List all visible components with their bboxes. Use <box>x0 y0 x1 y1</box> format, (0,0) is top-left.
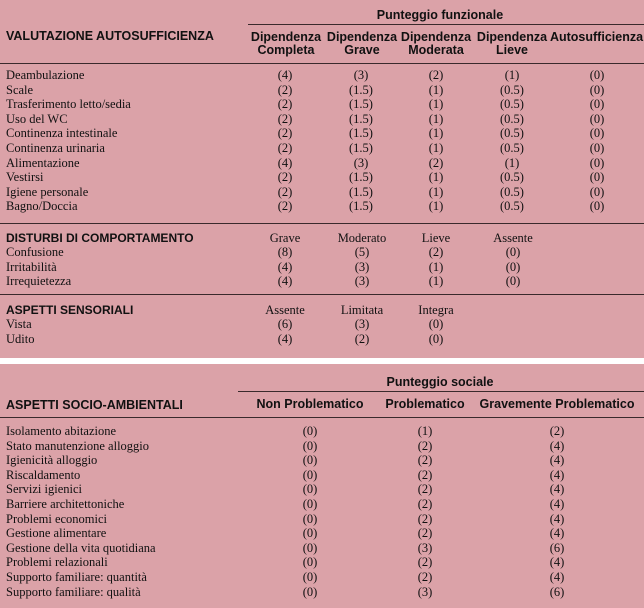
score-cell: (2) <box>277 97 293 112</box>
table-row <box>0 274 644 289</box>
row-label: Irritabilità <box>6 259 57 274</box>
column-header-line: Dipendenza <box>476 30 548 44</box>
score-cell: (0) <box>428 331 444 346</box>
score-cell: (1) <box>428 141 444 155</box>
table-row <box>0 482 644 497</box>
score-cell: (3) <box>354 259 370 274</box>
score-cell: (0) <box>302 511 318 526</box>
divider <box>0 294 644 295</box>
table-row <box>0 185 644 200</box>
score-cell: (0.5) <box>500 184 524 199</box>
row-label: Uso del WC <box>6 111 68 126</box>
score-cell: (0) <box>505 245 521 259</box>
table-row <box>0 439 644 454</box>
column-header-assente: Assente <box>265 303 305 317</box>
column-header-dipendenza-lieve <box>475 31 549 57</box>
column-header-moderato: Moderato <box>337 231 387 245</box>
table-row <box>0 97 644 112</box>
column-header-dipendenza-moderata <box>399 31 473 57</box>
row-label: Gestione alimentare <box>6 526 107 541</box>
score-cell: (6) <box>549 584 565 599</box>
table-row <box>0 141 644 156</box>
score-cell: (4) <box>549 555 565 570</box>
divider <box>248 24 644 25</box>
score-cell: (1) <box>417 424 433 438</box>
column-header-line: Dipendenza <box>250 30 322 44</box>
row-label: Supporto familiare: quantità <box>6 570 147 584</box>
score-cell: (0) <box>302 424 318 438</box>
score-cell: (3) <box>353 68 369 82</box>
score-cell: (1) <box>428 170 444 185</box>
column-header-dipendenza-completa <box>249 31 323 57</box>
score-cell: (1) <box>428 259 444 274</box>
row-label: Continenza intestinale <box>6 126 118 141</box>
score-cell: (0.5) <box>500 170 524 185</box>
divider <box>238 391 644 392</box>
table-row <box>0 555 644 570</box>
score-cell: (0) <box>302 526 318 541</box>
score-cell: (0) <box>302 570 318 584</box>
column-header-grave: Grave <box>269 231 301 245</box>
table-row <box>0 424 644 439</box>
score-cell: (0) <box>302 482 318 497</box>
table-row <box>0 541 644 556</box>
score-cell: (0) <box>589 155 605 170</box>
score-cell: (0.5) <box>500 82 524 97</box>
score-cell: (0) <box>589 97 605 112</box>
socio-environmental-section-title: ASPETTI SOCIO-AMBIENTALI <box>6 398 183 412</box>
row-label: Alimentazione <box>6 155 80 170</box>
score-cell: (8) <box>277 245 293 259</box>
score-cell: (4) <box>277 259 293 274</box>
row-label: Scale <box>6 82 34 97</box>
score-cell: (2) <box>277 141 293 155</box>
table-row <box>0 112 644 127</box>
score-cell: (2) <box>277 126 293 141</box>
table-row <box>0 570 644 585</box>
score-cell: (2) <box>417 497 433 511</box>
score-cell: (2) <box>277 170 293 185</box>
social-score-header: Punteggio sociale <box>386 375 494 389</box>
score-cell: (0) <box>302 467 318 482</box>
score-cell: (2) <box>417 570 433 584</box>
table-row <box>0 245 644 260</box>
autonomy-section-title: VALUTAZIONE AUTOSUFFICIENZA <box>6 29 214 43</box>
score-cell: (2) <box>417 438 433 453</box>
table-row <box>0 468 644 483</box>
score-cell: (1) <box>504 155 520 170</box>
table-row <box>0 260 644 275</box>
row-label: Udito <box>6 331 35 346</box>
column-header-line: Dipendenza <box>400 30 472 44</box>
table-row <box>0 126 644 141</box>
score-cell: (2) <box>417 467 433 482</box>
functional-score-header: Punteggio funzionale <box>376 8 504 22</box>
row-label: Supporto familiare: qualità <box>6 584 141 599</box>
row-label: Isolamento abitazione <box>6 424 117 438</box>
score-cell: (0) <box>589 170 605 185</box>
column-header-lieve: Lieve <box>421 231 451 245</box>
score-cell: (0.5) <box>500 111 524 126</box>
score-cell: (3) <box>417 584 433 599</box>
score-cell: (3) <box>353 155 369 170</box>
table-row <box>0 317 644 332</box>
row-label: Bagno/Doccia <box>6 199 78 214</box>
row-label: Vestirsi <box>6 170 44 185</box>
row-label: Confusione <box>6 245 64 259</box>
score-cell: (4) <box>549 482 565 497</box>
column-header-integra: Integra <box>418 303 454 317</box>
row-label: Irrequietezza <box>6 274 72 289</box>
table-row <box>0 68 644 83</box>
score-cell: (0) <box>302 555 318 570</box>
score-cell: (0.5) <box>500 199 524 214</box>
score-cell: (1.5) <box>349 141 373 155</box>
column-header-assente: Assente <box>493 231 533 245</box>
score-cell: (2) <box>417 482 433 497</box>
score-cell: (0) <box>589 141 605 155</box>
score-cell: (1) <box>428 111 444 126</box>
row-label: Riscaldamento <box>6 467 81 482</box>
score-cell: (6) <box>549 540 565 555</box>
row-label: Barriere architettoniche <box>6 497 125 511</box>
score-cell: (0) <box>589 199 605 214</box>
row-label: Gestione della vita quotidiana <box>6 540 156 555</box>
row-label: Igienicità alloggio <box>6 453 98 468</box>
score-cell: (1.5) <box>349 82 373 97</box>
social-assessment-panel <box>0 364 644 608</box>
score-cell: (1.5) <box>349 184 373 199</box>
score-cell: (0) <box>589 111 605 126</box>
score-cell: (2) <box>549 424 565 438</box>
column-header-line: Moderata <box>408 43 464 57</box>
divider <box>0 63 644 64</box>
row-label: Stato manutenzione alloggio <box>6 438 150 453</box>
score-cell: (0) <box>302 497 318 511</box>
score-cell: (4) <box>277 274 293 289</box>
row-label: Servizi igienici <box>6 482 83 497</box>
table-row <box>0 83 644 98</box>
score-cell: (6) <box>277 317 293 331</box>
table-row <box>0 497 644 512</box>
score-cell: (0) <box>428 317 444 331</box>
score-cell: (0) <box>505 274 521 289</box>
score-cell: (2) <box>417 555 433 570</box>
score-cell: (2) <box>428 155 444 170</box>
row-label: Problemi economici <box>6 511 108 526</box>
column-header-limitata: Limitata <box>340 303 384 317</box>
score-cell: (3) <box>417 540 433 555</box>
score-cell: (0) <box>505 259 521 274</box>
column-header-problematico: Problematico <box>385 397 465 411</box>
score-cell: (4) <box>277 155 293 170</box>
table-row <box>0 170 644 185</box>
score-cell: (1) <box>504 68 520 82</box>
score-cell: (2) <box>277 82 293 97</box>
score-cell: (2) <box>428 245 444 259</box>
score-cell: (5) <box>354 245 370 259</box>
score-cell: (1) <box>428 97 444 112</box>
table-row <box>0 332 644 347</box>
score-cell: (0) <box>589 184 605 199</box>
score-cell: (1.5) <box>349 111 373 126</box>
score-cell: (1) <box>428 184 444 199</box>
score-cell: (0.5) <box>500 141 524 155</box>
score-cell: (0) <box>589 82 605 97</box>
score-cell: (3) <box>354 317 370 331</box>
score-cell: (2) <box>417 453 433 468</box>
score-cell: (4) <box>549 453 565 468</box>
score-cell: (4) <box>549 526 565 541</box>
score-cell: (1) <box>428 274 444 289</box>
column-header-autosufficienza <box>549 31 644 44</box>
score-cell: (1.5) <box>349 199 373 214</box>
score-cell: (2) <box>417 526 433 541</box>
table-row <box>0 199 644 214</box>
row-label: Igiene personale <box>6 184 89 199</box>
score-cell: (2) <box>428 68 444 82</box>
score-cell: (0.5) <box>500 97 524 112</box>
score-cell: (1) <box>428 82 444 97</box>
column-header-non-problematico: Non Problematico <box>256 397 364 411</box>
column-header-line: Autosufficienza <box>549 30 644 44</box>
score-cell: (0) <box>302 540 318 555</box>
divider <box>0 417 644 418</box>
row-label: Vista <box>6 317 32 331</box>
score-cell: (0) <box>589 68 605 82</box>
column-header-line: Completa <box>257 43 315 57</box>
row-label: Problemi relazionali <box>6 555 108 570</box>
score-cell: (1.5) <box>349 170 373 185</box>
table-row <box>0 156 644 171</box>
score-cell: (0) <box>302 584 318 599</box>
column-header-dipendenza-grave <box>325 31 399 57</box>
score-cell: (1) <box>428 199 444 214</box>
score-cell: (4) <box>549 438 565 453</box>
score-cell: (2) <box>277 199 293 214</box>
row-label: Deambulazione <box>6 68 85 82</box>
score-cell: (2) <box>277 184 293 199</box>
table-row <box>0 453 644 468</box>
score-cell: (0.5) <box>500 126 524 141</box>
row-label: Trasferimento letto/sedia <box>6 97 131 112</box>
column-header-line: Dipendenza <box>326 30 398 44</box>
score-cell: (0) <box>302 453 318 468</box>
behavior-section-title: DISTURBI DI COMPORTAMENTO <box>6 231 194 245</box>
row-label: Continenza urinaria <box>6 141 105 155</box>
score-cell: (0) <box>302 438 318 453</box>
score-cell: (1.5) <box>349 126 373 141</box>
score-cell: (4) <box>549 570 565 584</box>
sensory-section-title: ASPETTI SENSORIALI <box>6 303 134 317</box>
score-cell: (4) <box>277 331 293 346</box>
divider <box>0 223 644 224</box>
column-header-gravemente-problematico: Gravemente Problematico <box>479 397 635 411</box>
score-cell: (1) <box>428 126 444 141</box>
score-cell: (0) <box>589 126 605 141</box>
column-header-line: Grave <box>344 43 380 57</box>
score-cell: (4) <box>549 511 565 526</box>
table-row <box>0 526 644 541</box>
score-cell: (2) <box>417 511 433 526</box>
column-header-line: Lieve <box>496 43 528 57</box>
score-cell: (4) <box>277 68 293 82</box>
score-cell: (1.5) <box>349 97 373 112</box>
table-row <box>0 585 644 600</box>
score-cell: (4) <box>549 467 565 482</box>
score-cell: (3) <box>354 274 370 289</box>
score-cell: (4) <box>549 497 565 511</box>
score-cell: (2) <box>354 331 370 346</box>
score-cell: (2) <box>277 111 293 126</box>
table-row <box>0 512 644 527</box>
